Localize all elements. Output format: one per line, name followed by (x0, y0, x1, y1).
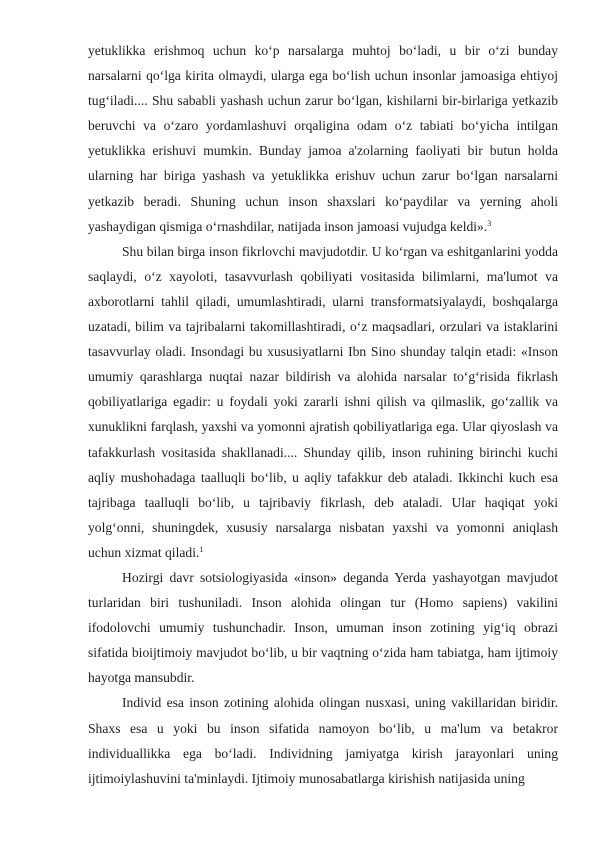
paragraph (88, 565, 558, 690)
paragraph-text: Hozirgi davr sotsiologiyasida «inson» deganda Yerda yashayotgan mavjudot turlaridan biri tushuniladi. Inson alohida olingan tur (Homo sapiens) vakilini ifodolovchi umumiy tushunchadir. Inson, umuman inson zotining yig‘iq obrazi sifatida bioijtimoiy mavjudot bo‘lib, u bir vaqtning o‘zida ham tabiatga, ham ijtimoiy hayotga mansubdir. (88, 569, 558, 686)
paragraph (88, 690, 558, 790)
paragraph-text: yetuklikka erishmoq uchun ko‘p narsalarga muhtoj bo‘ladi, u bir o‘zi bunday narsalarni qo‘lga kirita olmaydi, ularga ega bo‘lish uchun insonlar jamoasiga ehtiyoj tug‘iladi.... Shu sababli yashash uchun zarur bo‘lgan, kishilarni bir-birlariga yetkazib beruvchi va o‘zaro yordamlashuvi orqaligina odam o‘z tabiati bo‘yicha intilgan yetuklikka erishuvi mumkin. Bunday jamoa a'zolarning faoliyati bir butun holda ularning har biriga yashash va yetuklikka erishuv uchun zarur bo‘lgan narsalarni yetkazib beradi. Shuning uchun inson shaxslari ko‘paydilar va yerning aholi yashaydigan qismiga o‘rnashdilar, natijada inson jamoasi vujudga keldi». (88, 43, 558, 234)
footnote-marker[interactable]: 3 (487, 218, 492, 228)
footnote-marker[interactable]: 1 (199, 544, 204, 554)
document-page (88, 38, 558, 791)
paragraph-text: Shu bilan birga inson fikrlovchi mavjudotdir. U ko‘rgan va eshitganlarini yodda saqlaydi, o‘z xayoloti, tasavvurlash qobiliyati vositasida bilimlarni, ma'lumot va axborotlarni tahlil qiladi, umumlashtiradi, ularni transformatsiyalaydi, boshqalarga uzatadi, bilim va tajribalarni takomillashtiradi, o‘z maqsadlari, orzulari va istaklarini tasavvurlay oladi. Insondagi bu xususiyatlarni Ibn Sino shunday talqin etadi: «Inson umumiy qarashlarga nuqtai nazar bildirish va alohida narsalar to‘g‘risida fikrlash qobiliyatlariga egadir: u foydali yoki zararli ishni qilish va qilmaslik, go‘zallik va xunuklikni farqlash, yaxshi va yomonni ajratish qobiliyatlariga ega. Ular qiyoslash va tafakkurlash vositasida shakllanadi.... Shunday qilib, inson ruhining birinchi kuchi aqliy mushohadaga taalluqli bo‘lib, u aqliy tafakkur deb ataladi. Ikkinchi kuch esa tajribaga taalluqli bo‘lib, u tajribaviy fikrlash, deb ataladi. Ular haqiqat yoki yolg‘onni, shuningdek, xususiy narsalarga nisbatan yaxshi va yomonni aniqlash uchun xizmat qiladi. (88, 243, 558, 560)
paragraph (88, 38, 558, 239)
paragraph-text: Individ esa inson zotining alohida olingan nusxasi, uning vakillaridan biridir. Shaxs esa u yoki bu inson sifatida namoyon bo‘lib, u ma'lum va betakror individuallikka ega bo‘ladi. Individning jamiyatga kirish jarayonlari uning ijtimoiylashuvini ta'minlaydi. Ijtimoiy munosabatlarga kirishish natijasida uning (88, 695, 558, 786)
paragraph (88, 239, 558, 565)
